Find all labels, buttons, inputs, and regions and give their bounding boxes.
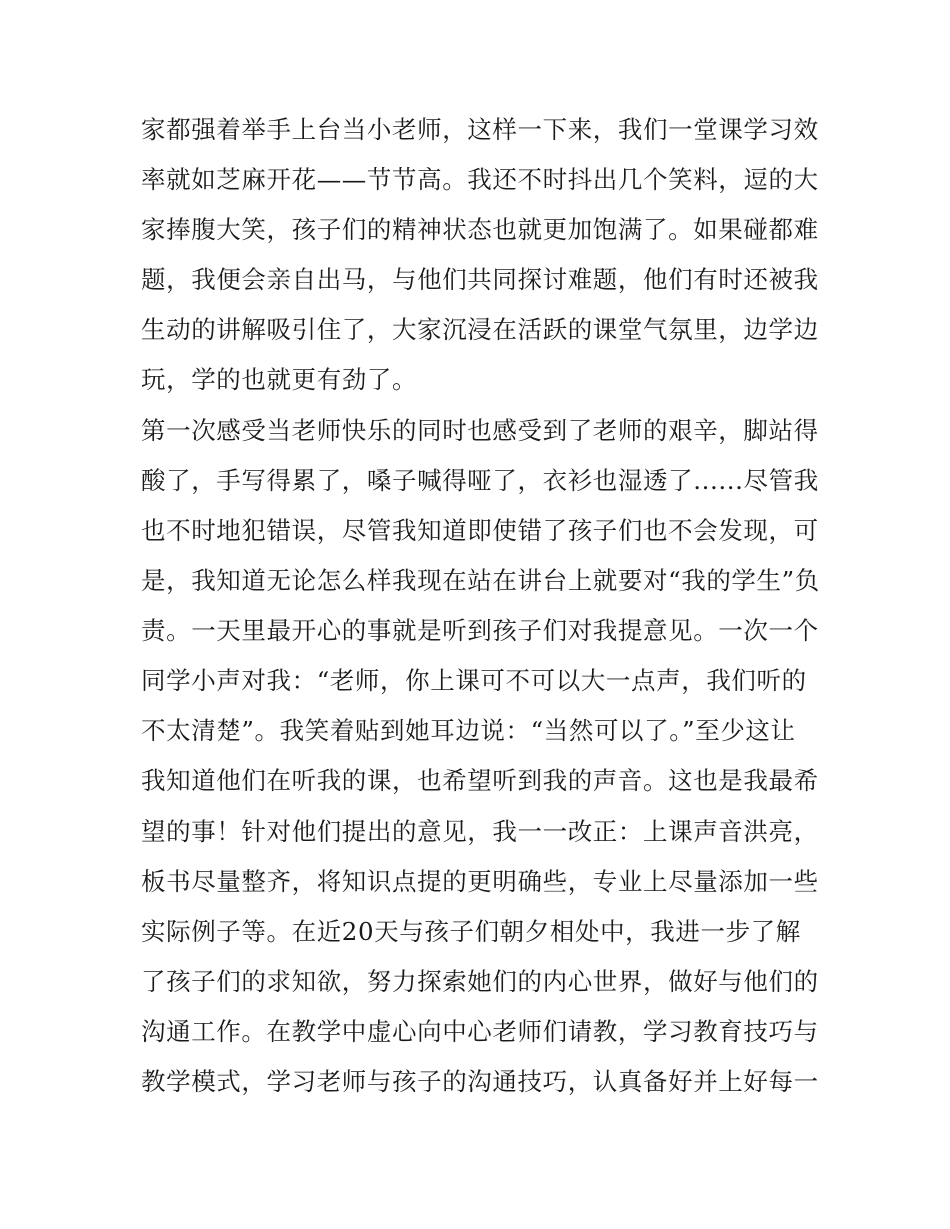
text-line: 教学模式，学习老师与孩子的沟通技巧，认真备好并上好每一 [141,1067,819,1096]
text-line: 实际例子等。在近20天与孩子们朝夕相处中，我进一步了解 [141,917,801,946]
text-line: 家都强着举手上台当小老师，这样一下来，我们一堂课学习效 [141,115,819,144]
text-line: 生动的讲解吸引住了，大家沉浸在活跃的课堂气氛里，边学边 [141,315,819,344]
text-line: 也不时地犯错误，尽管我知道即使错了孩子们也不会发现，可 [141,516,819,545]
text-line: 我知道他们在听我的课，也希望听到我的声音。这也是我最希 [141,766,819,795]
text-line: 沟通工作。在教学中虚心向中心老师们请教，学习教育技巧与 [141,1017,819,1046]
text-line: 责。一天里最开心的事就是听到孩子们对我提意见。一次一个 [141,616,819,645]
text-line: 不太清楚”。我笑着贴到她耳边说：“当然可以了。”至少这让 [141,716,796,745]
text-line: 率就如芝麻开花——节节高。我还不时抖出几个笑料，逗的大 [141,165,819,194]
text-line: 板书尽量整齐，将知识点提的更明确些，专业上尽量添加一些 [141,867,819,896]
text-line: 同学小声对我：“老师，你上课可不可以大一点声，我们听的 [141,666,807,695]
text-line: 家捧腹大笑，孩子们的精神状态也就更加饱满了。如果碰都难 [141,215,819,244]
text-line: 了孩子们的求知欲，努力探索她们的内心世界，做好与他们的 [141,967,819,996]
text-line: 第一次感受当老师快乐的同时也感受到了老师的艰辛，脚站得 [141,416,819,445]
text-line: 玩，学的也就更有劲了。 [141,365,418,394]
text-line: 题，我便会亲自出马，与他们共同探讨难题，他们有时还被我 [141,265,819,294]
text-line: 酸了，手写得累了，嗓子喊得哑了，衣衫也湿透了......尽管我 [141,466,819,495]
text-line: 望的事！针对他们提出的意见，我一一改正：上课声音洪亮， [141,817,819,846]
text-line: 是，我知道无论怎么样我现在站在讲台上就要对“我的学生”负 [141,566,820,595]
